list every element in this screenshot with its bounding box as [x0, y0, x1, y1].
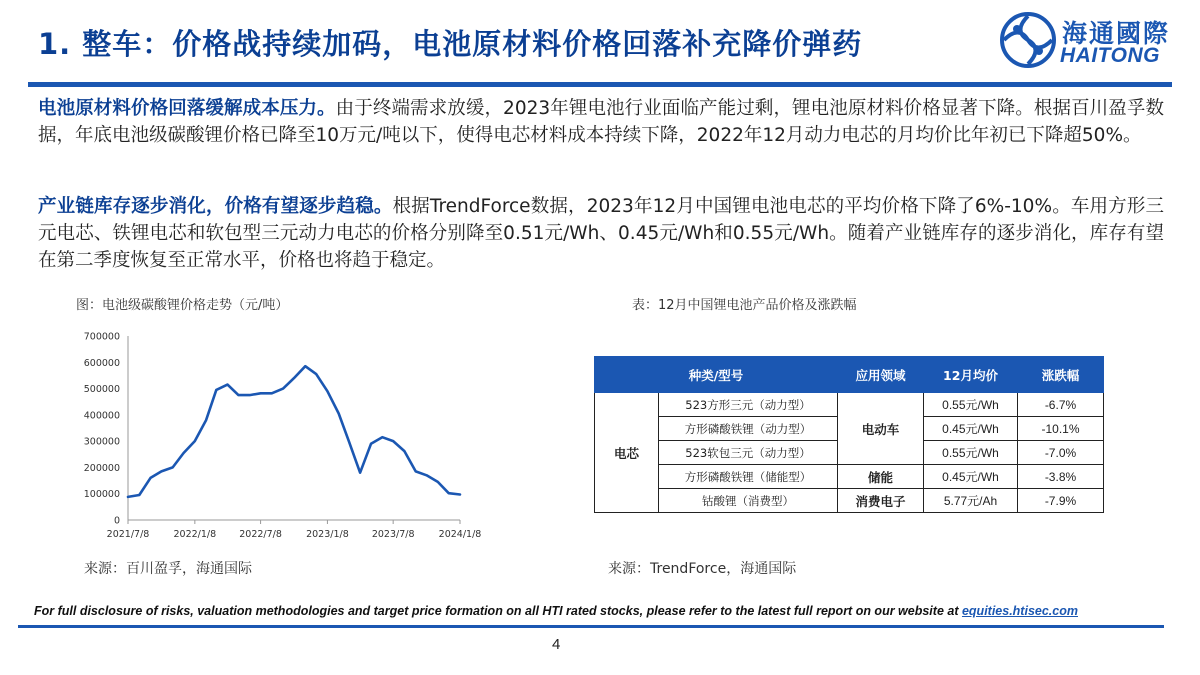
y-tick-label: 0	[113, 515, 120, 527]
table-caption: 表：12月中国锂电池产品价格及涨跌幅	[632, 298, 857, 313]
y-tick-label: 200000	[83, 462, 120, 474]
y-tick-label: 500000	[83, 384, 120, 396]
price-cell: 0.45元/Wh	[924, 465, 1018, 489]
y-tick-label: 400000	[83, 410, 120, 422]
change-cell: -6.7%	[1018, 393, 1104, 417]
x-tick-label: 2022/1/8	[173, 529, 217, 540]
chart-caption: 图：电池级碳酸锂价格走势（元/吨）	[76, 298, 289, 313]
table-header-row	[595, 357, 1104, 393]
page-title: 1. 整车：价格战持续加码，电池原材料价格回落补充降价弹药	[38, 27, 863, 61]
paragraph-body: 根据TrendForce数据，2023年12月中国锂电池电芯的平均价格下降了6%-10%。车用方形三元电芯、铁锂电芯和软包型三元动力电芯的价格分别降至0.51元/Wh、0.45元/Wh和0.55元/Wh。随着产业链库存的逐步消化，库存有望在第二季度恢复至正常水平，价格也将趋于稳定。	[38, 196, 1164, 271]
price-cell: 0.55元/Wh	[924, 393, 1018, 417]
application-cell: 储能	[838, 465, 924, 489]
column-header-dec-price: 12月均价	[924, 357, 1018, 393]
change-cell: -7.9%	[1018, 489, 1104, 513]
model-cell: 钴酸锂（消费型）	[659, 489, 838, 513]
y-tick-label: 100000	[83, 489, 120, 501]
chart-source: 来源：百川盈孚，海通国际	[84, 561, 252, 577]
logo-english-name: HAITONG	[1060, 44, 1160, 67]
change-cell: -7.0%	[1018, 441, 1104, 465]
x-tick-label: 2023/7/8	[371, 529, 415, 540]
x-tick-label: 2024/1/8	[438, 529, 482, 540]
column-header-application: 应用领域	[838, 357, 924, 393]
paragraph-lead: 产业链库存逐步消化，价格有望逐步趋稳。	[38, 196, 393, 217]
website-link[interactable]: equities.htisec.com	[961, 604, 1078, 618]
model-cell: 523软包三元（动力型）	[659, 441, 838, 465]
lithium-carbonate-price-chart	[60, 322, 500, 547]
haitong-logo	[1000, 10, 1180, 70]
y-tick-label: 600000	[83, 357, 120, 369]
y-tick-label: 300000	[83, 436, 120, 448]
price-cell: 0.45元/Wh	[924, 417, 1018, 441]
paragraph-lead: 电池原材料价格回落缓解成本压力。	[38, 98, 336, 119]
change-cell: -10.1%	[1018, 417, 1104, 441]
title-divider	[28, 82, 1172, 87]
paragraph-raw-material-prices	[38, 95, 1164, 149]
table-row	[595, 465, 1104, 489]
disclosure-body: For full disclosure of risks, valuation methodologies and target price formation on all HTI rated stocks, please refer to the latest full report on our website at	[34, 604, 962, 618]
price-cell: 5.77元/Ah	[924, 489, 1018, 513]
table-row	[595, 393, 1104, 417]
page-number: 4	[552, 636, 561, 653]
paragraph-inventory-digestion	[38, 193, 1164, 274]
group-label-cell: 电芯	[595, 393, 659, 513]
model-cell: 方形磷酸铁锂（储能型）	[659, 465, 838, 489]
change-cell: -3.8%	[1018, 465, 1104, 489]
x-tick-label: 2021/7/8	[106, 529, 150, 540]
y-tick-label: 700000	[83, 331, 120, 343]
column-header-change: 涨跌幅	[1018, 357, 1104, 393]
x-tick-label: 2022/7/8	[239, 529, 282, 540]
battery-price-table	[594, 356, 1104, 513]
price-cell: 0.55元/Wh	[924, 441, 1018, 465]
price-series-line	[128, 366, 460, 497]
model-cell: 方形磷酸铁锂（动力型）	[659, 417, 838, 441]
table-row	[595, 489, 1104, 513]
application-cell: 消费电子	[838, 489, 924, 513]
haitong-emblem-icon	[1000, 12, 1056, 68]
application-cell: 电动车	[838, 393, 924, 465]
table-source: 来源：TrendForce，海通国际	[608, 561, 797, 577]
model-cell: 523方形三元（动力型）	[659, 393, 838, 417]
x-tick-label: 2023/1/8	[306, 529, 349, 540]
chart-canvas	[60, 322, 500, 547]
logo-chinese-name: 海通國際	[1062, 19, 1171, 48]
paragraph-body: 由于终端需求放缓，2023年锂电池行业面临产能过剩，锂电池原材料价格显著下降。根据百川盈孚数据，年底电池级碳酸锂价格已降至10万元/吨以下，使得电芯材料成本持续下降，2022年12月动力电芯的月均价比年初已下降超50%。	[38, 98, 1164, 146]
footer-divider	[18, 625, 1164, 628]
column-header-model: 种类/型号	[595, 357, 838, 393]
disclosure-text	[34, 604, 1078, 618]
